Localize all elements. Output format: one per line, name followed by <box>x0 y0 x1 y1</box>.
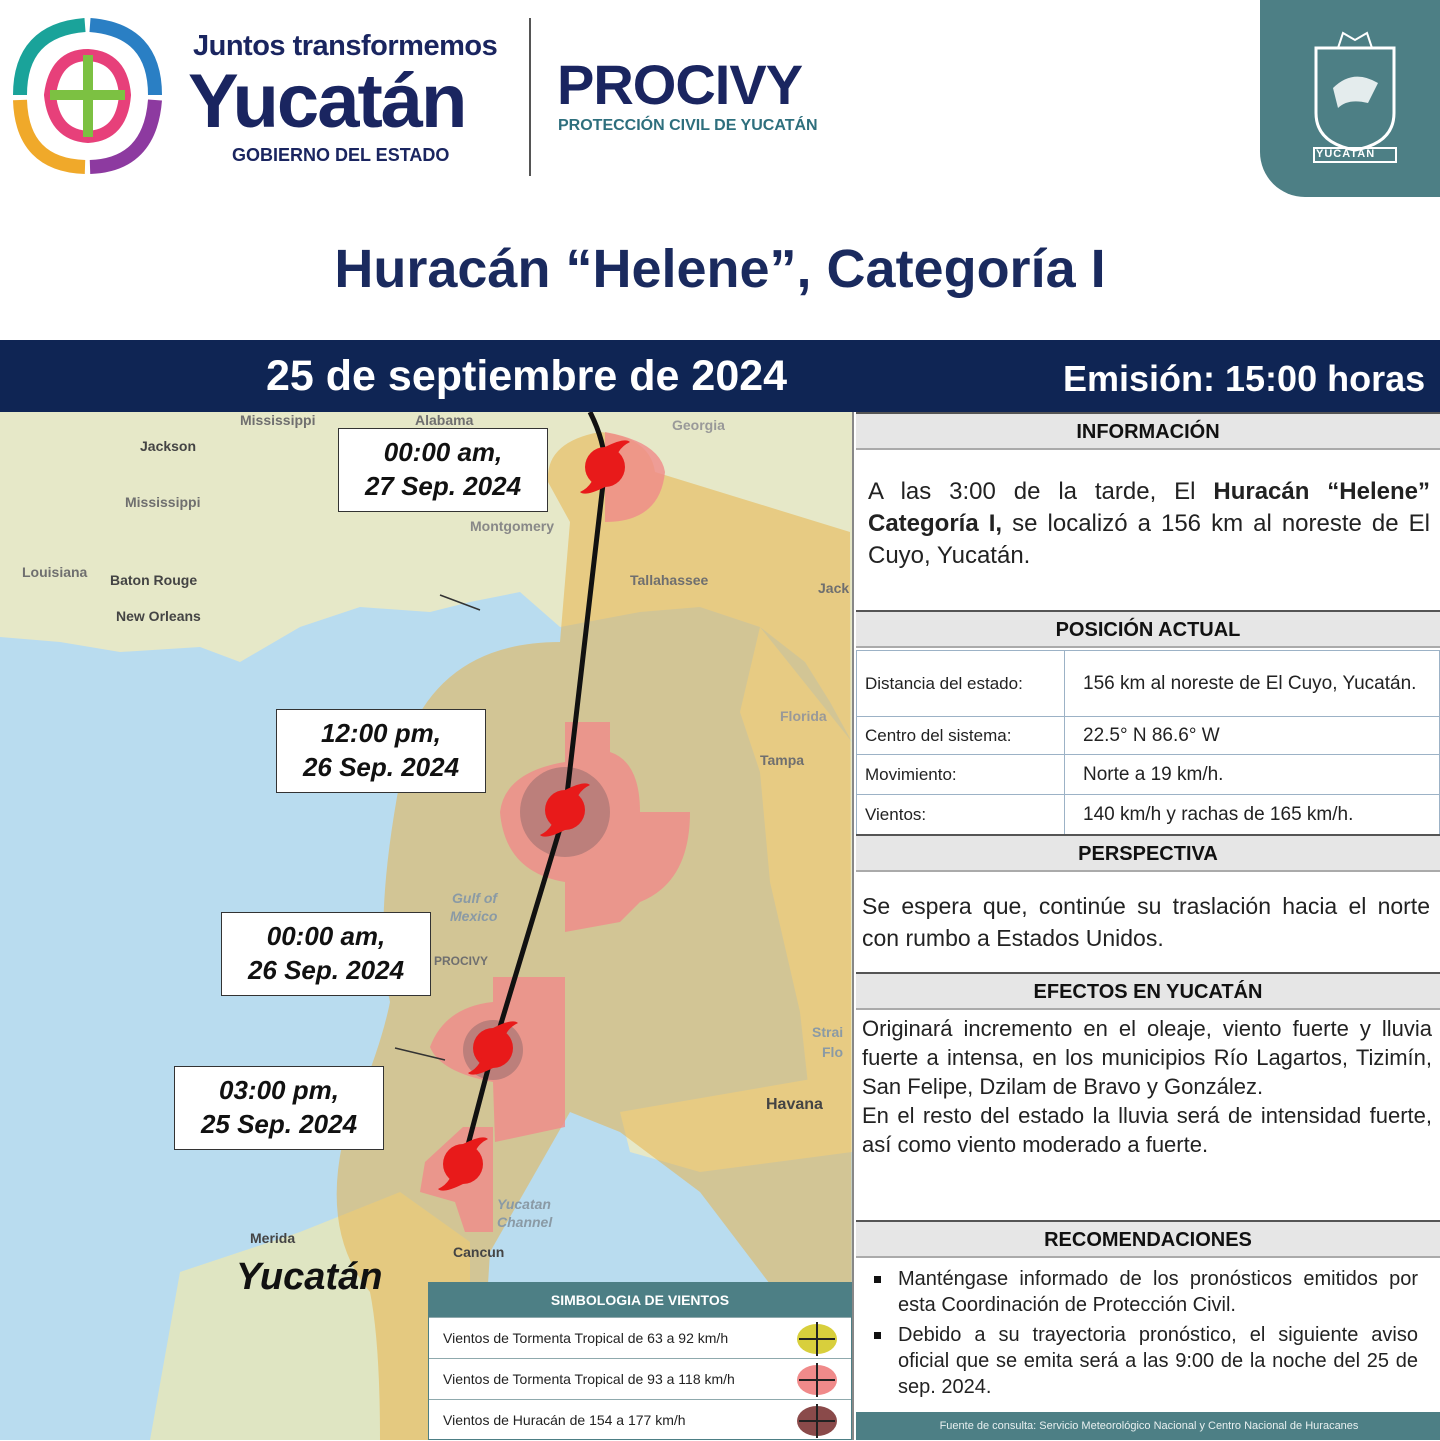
map-label: Montgomery <box>470 518 554 534</box>
map-label: Gulf of <box>452 890 498 906</box>
section-heading-position: POSICIÓN ACTUAL <box>856 610 1440 648</box>
map-label: Cancun <box>453 1244 505 1260</box>
agency-full-name: PROTECCIÓN CIVIL DE YUCATÁN <box>558 117 818 134</box>
map-label: Tallahassee <box>630 572 709 588</box>
info-text-post: se localizó a 156 km al noreste de El Cuyo, Yucatán. <box>868 510 1430 569</box>
legend-title: SIMBOLOGIA DE VIENTOS <box>429 1283 851 1317</box>
legend-item <box>429 1399 851 1440</box>
info-panel <box>852 412 1440 1440</box>
row-label: Vientos: <box>857 795 1065 835</box>
effects-paragraph-1: Originará incremento en el oleaje, viento fuerte y lluvia fuerte a intensa, en los municipios Río Lagartos, Tizimín, San Felipe, Dzilam de Bravo y González. <box>862 1016 1432 1099</box>
row-value: 156 km al noreste de El Cuyo, Yucatán. <box>1065 651 1440 717</box>
recommendations-list <box>870 1266 1418 1404</box>
legend-label: Vientos de Tormenta Tropical de 93 a 118 km/h <box>443 1371 735 1387</box>
map-label: Merida <box>250 1230 296 1246</box>
bulletin-date: 25 de septiembre de 2024 <box>266 352 788 400</box>
forecast-callout-27sep <box>338 428 548 512</box>
region-label: Yucatán <box>236 1256 383 1298</box>
forecast-callout-26sep-pm <box>276 709 486 793</box>
map-label: Tampa <box>760 752 805 768</box>
table-row <box>857 651 1440 717</box>
info-text-pre: A las 3:00 de la tarde, El <box>868 478 1214 505</box>
section-heading-effects: EFECTOS EN YUCATÁN <box>856 972 1440 1010</box>
perspective-text: Se espera que, continúe su traslación hacia el norte con rumbo a Estados Unidos. <box>862 893 1430 951</box>
table-row <box>857 717 1440 755</box>
forecast-time: 03:00 pm, <box>219 1075 339 1105</box>
row-value: Norte a 19 km/h. <box>1065 755 1440 795</box>
state-name: Yucatán <box>188 59 466 144</box>
legend-item <box>429 1358 851 1399</box>
forecast-date: 27 Sep. 2024 <box>364 471 522 501</box>
gobierno-logo-icon <box>10 15 165 175</box>
map-label: Mississippi <box>240 412 316 428</box>
list-item: Debido a su trayectoria pronóstico, el siguiente aviso oficial que se emita será a las 9:00 de la noche del 25 de sep. 2024. <box>870 1322 1418 1400</box>
forecast-callout-25sep <box>174 1066 384 1150</box>
map-label: Flo <box>822 1044 843 1060</box>
watermark: PROCIVY <box>434 954 489 968</box>
forecast-date: 25 Sep. 2024 <box>200 1109 358 1139</box>
government-label: GOBIERNO DEL ESTADO <box>232 145 450 165</box>
shield-text: YUCATAN <box>1316 148 1376 160</box>
map-label: New Orleans <box>116 608 201 624</box>
strong-tropical-storm-wind-icon <box>797 1365 837 1395</box>
tropical-storm-wind-icon <box>797 1324 837 1354</box>
wind-legend <box>428 1282 852 1440</box>
map-label: Jack <box>818 580 850 596</box>
agency-name: PROCIVY <box>557 53 803 116</box>
position-table <box>856 650 1440 835</box>
list-item: Manténgase informado de los pronósticos emitidos por esta Coordinación de Protección Civil. <box>870 1266 1418 1318</box>
forecast-date: 26 Sep. 2024 <box>302 752 460 782</box>
map-label: Alabama <box>415 412 474 428</box>
emission-time: Emisión: 15:00 horas <box>1063 358 1426 399</box>
forecast-time: 00:00 am, <box>266 921 386 951</box>
forecast-callout-26sep-am <box>221 912 431 996</box>
row-value: 140 km/h y rachas de 165 km/h. <box>1065 795 1440 835</box>
table-row <box>857 755 1440 795</box>
header-divider <box>529 18 531 176</box>
map-label: Jackson <box>140 438 197 454</box>
map-label: Mexico <box>450 908 498 924</box>
source-footer: Fuente de consulta: Servicio Meteorológico Nacional y Centro Nacional de Huracanes <box>856 1412 1440 1440</box>
forecast-time: 12:00 pm, <box>321 718 441 748</box>
map-label: Yucatan <box>497 1196 551 1212</box>
row-value: 22.5° N 86.6° W <box>1065 717 1440 755</box>
legend-label: Vientos de Tormenta Tropical de 63 a 92 km/h <box>443 1330 729 1346</box>
shield-icon <box>1308 28 1402 163</box>
row-label: Centro del sistema: <box>857 717 1065 755</box>
map-label: Strai <box>812 1024 844 1040</box>
coat-of-arms <box>1260 0 1440 197</box>
hurricane-wind-icon <box>797 1406 837 1436</box>
table-row <box>857 795 1440 835</box>
row-label: Distancia del estado: <box>857 651 1065 717</box>
row-label: Movimiento: <box>857 755 1065 795</box>
forecast-date: 26 Sep. 2024 <box>247 955 405 985</box>
date-bar <box>0 340 1440 412</box>
map-label: Georgia <box>672 417 725 433</box>
legend-label: Vientos de Huracán de 154 a 177 km/h <box>443 1412 686 1428</box>
map-label: Mississippi <box>125 494 201 510</box>
map-label: Florida <box>780 708 827 724</box>
map-label: Havana <box>766 1096 823 1113</box>
map-label: Baton Rouge <box>110 572 198 588</box>
header <box>0 0 1440 340</box>
map-label: Louisiana <box>22 564 88 580</box>
section-heading-recommendations: RECOMENDACIONES <box>856 1220 1440 1258</box>
section-heading-info: INFORMACIÓN <box>856 412 1440 450</box>
map-label: Channel <box>497 1214 553 1230</box>
page-title: Huracán “Helene”, Categoría I <box>334 239 1106 299</box>
slogan: Juntos transformemos <box>193 30 498 62</box>
info-text <box>868 476 1430 572</box>
section-heading-perspective: PERSPECTIVA <box>856 834 1440 872</box>
effects-text <box>862 1014 1432 1159</box>
legend-item <box>429 1317 851 1358</box>
effects-paragraph-2: En el resto del estado la lluvia será de intensidad fuerte, así como viento moderado a fuerte. <box>862 1103 1432 1157</box>
hurricane-name: Huracán “Helene” Categoría I, <box>868 478 1430 537</box>
forecast-time: 00:00 am, <box>383 437 503 467</box>
